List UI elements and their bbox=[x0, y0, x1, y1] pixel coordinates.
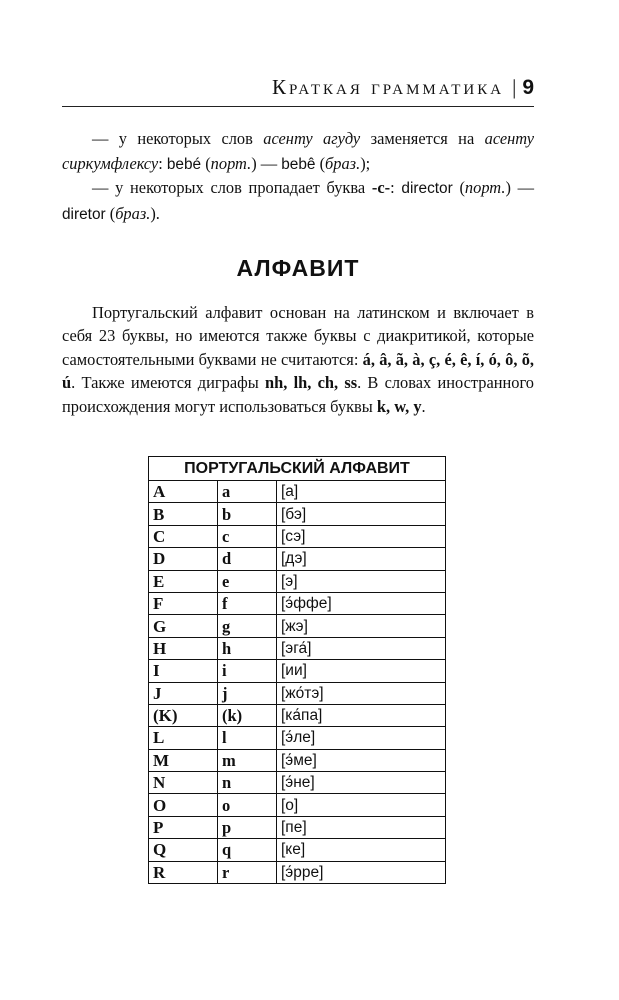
table-row bbox=[149, 749, 446, 771]
intro-text: — у некоторых слов пропадает буква bbox=[92, 178, 372, 197]
uppercase-letter: A bbox=[149, 481, 218, 503]
dropped-letter: -c- bbox=[371, 178, 391, 197]
example-word-pt: director bbox=[401, 180, 453, 197]
intro-paragraph-2: — у некоторых слов пропадает буква -c-: director (порт.) — diretor (браз.). bbox=[62, 178, 535, 223]
pronunciation: [э́рре] bbox=[277, 861, 446, 883]
pronunciation: [эга́] bbox=[277, 637, 446, 659]
lowercase-letter: r bbox=[218, 861, 277, 883]
pronunciation: [ка́па] bbox=[277, 704, 446, 726]
intro-paragraph-1: — у некоторых слов асенту агуду заменяется на асенту сиркумфлексу: bebé (порт.) — bebê (браз.); bbox=[62, 129, 534, 173]
uppercase-letter: F bbox=[149, 592, 218, 614]
intro-text: : bbox=[158, 153, 167, 173]
pronunciation: [а] bbox=[277, 481, 446, 503]
uppercase-letter: P bbox=[149, 816, 218, 838]
lowercase-letter: h bbox=[218, 637, 277, 659]
digraphs: nh, lh, ch, ss bbox=[265, 373, 358, 393]
abbr-pt: порт. bbox=[210, 153, 252, 173]
lowercase-letter: n bbox=[218, 772, 277, 794]
uppercase-letter: M bbox=[149, 749, 218, 771]
pronunciation: [сэ] bbox=[277, 525, 446, 547]
example-word-br: diretor bbox=[62, 205, 106, 223]
uppercase-letter: J bbox=[149, 682, 218, 704]
pronunciation: [о] bbox=[277, 794, 446, 816]
term-acute: асенту агуду bbox=[263, 129, 361, 148]
lowercase-letter: l bbox=[218, 727, 277, 749]
section-title: АЛФАВИТ bbox=[236, 255, 360, 281]
abbr-br: браз. bbox=[325, 153, 361, 173]
table-row bbox=[149, 704, 446, 726]
pronunciation: [э́ффе] bbox=[277, 592, 446, 614]
pronunciation: [ке] bbox=[277, 839, 446, 861]
lowercase-letter: a bbox=[218, 481, 277, 503]
lowercase-letter: p bbox=[218, 816, 277, 838]
uppercase-letter: E bbox=[149, 570, 218, 592]
table-title: ПОРТУГАЛЬСКИЙ АЛФАВИТ bbox=[149, 457, 446, 481]
example-word-pt: bebé bbox=[166, 155, 202, 173]
lowercase-letter: q bbox=[218, 839, 277, 861]
intro-text: заменяется на bbox=[360, 129, 485, 148]
uppercase-letter: Q bbox=[149, 839, 218, 861]
page-number: 9 bbox=[522, 76, 534, 99]
lowercase-letter: i bbox=[218, 660, 277, 682]
uppercase-letter: G bbox=[149, 615, 218, 637]
paragraph-text: . Также имеются диграфы bbox=[71, 373, 265, 393]
table-row bbox=[149, 503, 446, 525]
lowercase-letter: f bbox=[218, 592, 277, 614]
pronunciation: [э] bbox=[277, 570, 446, 592]
table-row bbox=[149, 772, 446, 794]
uppercase-letter: R bbox=[149, 861, 218, 883]
table-row bbox=[149, 481, 446, 503]
pronunciation: [э́ле] bbox=[277, 727, 446, 749]
foreign-letters: k, w, y bbox=[376, 396, 422, 416]
term-circumflex: асенту сиркумфлексу bbox=[62, 129, 534, 173]
uppercase-letter: (K) bbox=[149, 704, 218, 726]
lowercase-letter: d bbox=[218, 548, 277, 570]
alphabet-paragraph bbox=[62, 301, 534, 418]
abbr-pt: порт. bbox=[464, 178, 506, 197]
lowercase-letter: c bbox=[218, 525, 277, 547]
table-header-row bbox=[149, 457, 446, 481]
table-row bbox=[149, 615, 446, 637]
table-row bbox=[149, 637, 446, 659]
table-row bbox=[149, 682, 446, 704]
example-word-br: bebê bbox=[281, 155, 316, 173]
alphabet-table bbox=[148, 456, 446, 884]
lowercase-letter: g bbox=[218, 615, 277, 637]
table-row bbox=[149, 570, 446, 592]
intro-text: ) — bbox=[251, 153, 282, 173]
intro-text: ) — bbox=[505, 178, 535, 197]
uppercase-letter: H bbox=[149, 637, 218, 659]
table-row bbox=[149, 861, 446, 883]
uppercase-letter: D bbox=[149, 548, 218, 570]
lowercase-letter: j bbox=[218, 682, 277, 704]
table-body bbox=[149, 481, 446, 884]
pronunciation: [э́ме] bbox=[277, 749, 446, 771]
uppercase-letter: N bbox=[149, 772, 218, 794]
running-head-title: Краткая грамматика bbox=[271, 75, 505, 99]
table-row bbox=[149, 794, 446, 816]
uppercase-letter: B bbox=[149, 503, 218, 525]
intro-text: — у некоторых слов bbox=[92, 129, 264, 148]
pronunciation: [жэ] bbox=[277, 615, 446, 637]
lowercase-letter: b bbox=[218, 503, 277, 525]
header-rule bbox=[62, 106, 534, 107]
pronunciation: [э́не] bbox=[277, 772, 446, 794]
pronunciation: [пе] bbox=[277, 816, 446, 838]
table-row bbox=[149, 548, 446, 570]
lowercase-letter: (k) bbox=[218, 704, 277, 726]
paragraph-text: . В словах иностранного происхождения могут использоваться буквы bbox=[62, 373, 534, 416]
paragraph-text: . bbox=[421, 396, 426, 416]
uppercase-letter: C bbox=[149, 525, 218, 547]
lowercase-letter: e bbox=[218, 570, 277, 592]
pronunciation: [жо́тэ] bbox=[277, 682, 446, 704]
table-row bbox=[149, 525, 446, 547]
pronunciation: [бэ] bbox=[277, 503, 446, 525]
paragraph-text: Португальский алфавит основан на латинском и включает в себя 23 буквы, но имеются также буквы с диакритикой, которые самостоятельными буквами не считаются: bbox=[62, 303, 534, 369]
table-row bbox=[149, 816, 446, 838]
running-head-separator: | bbox=[512, 75, 517, 99]
uppercase-letter: O bbox=[149, 794, 218, 816]
uppercase-letter: I bbox=[149, 660, 218, 682]
running-head bbox=[62, 75, 534, 100]
table-row bbox=[149, 592, 446, 614]
diacritic-letters: á, â, ã, à, ç, é, ê, í, ó, ô, õ, ú bbox=[62, 349, 534, 393]
abbr-br: браз. bbox=[115, 203, 151, 223]
uppercase-letter: L bbox=[149, 727, 218, 749]
lowercase-letter: m bbox=[218, 749, 277, 771]
intro-text: ); bbox=[360, 153, 371, 173]
intro-text: ). bbox=[150, 203, 160, 223]
intro-text: : bbox=[390, 178, 402, 197]
table-row bbox=[149, 727, 446, 749]
lowercase-letter: o bbox=[218, 794, 277, 816]
table-row bbox=[149, 839, 446, 861]
pronunciation: [дэ] bbox=[277, 548, 446, 570]
table-row bbox=[149, 660, 446, 682]
pronunciation: [ии] bbox=[277, 660, 446, 682]
